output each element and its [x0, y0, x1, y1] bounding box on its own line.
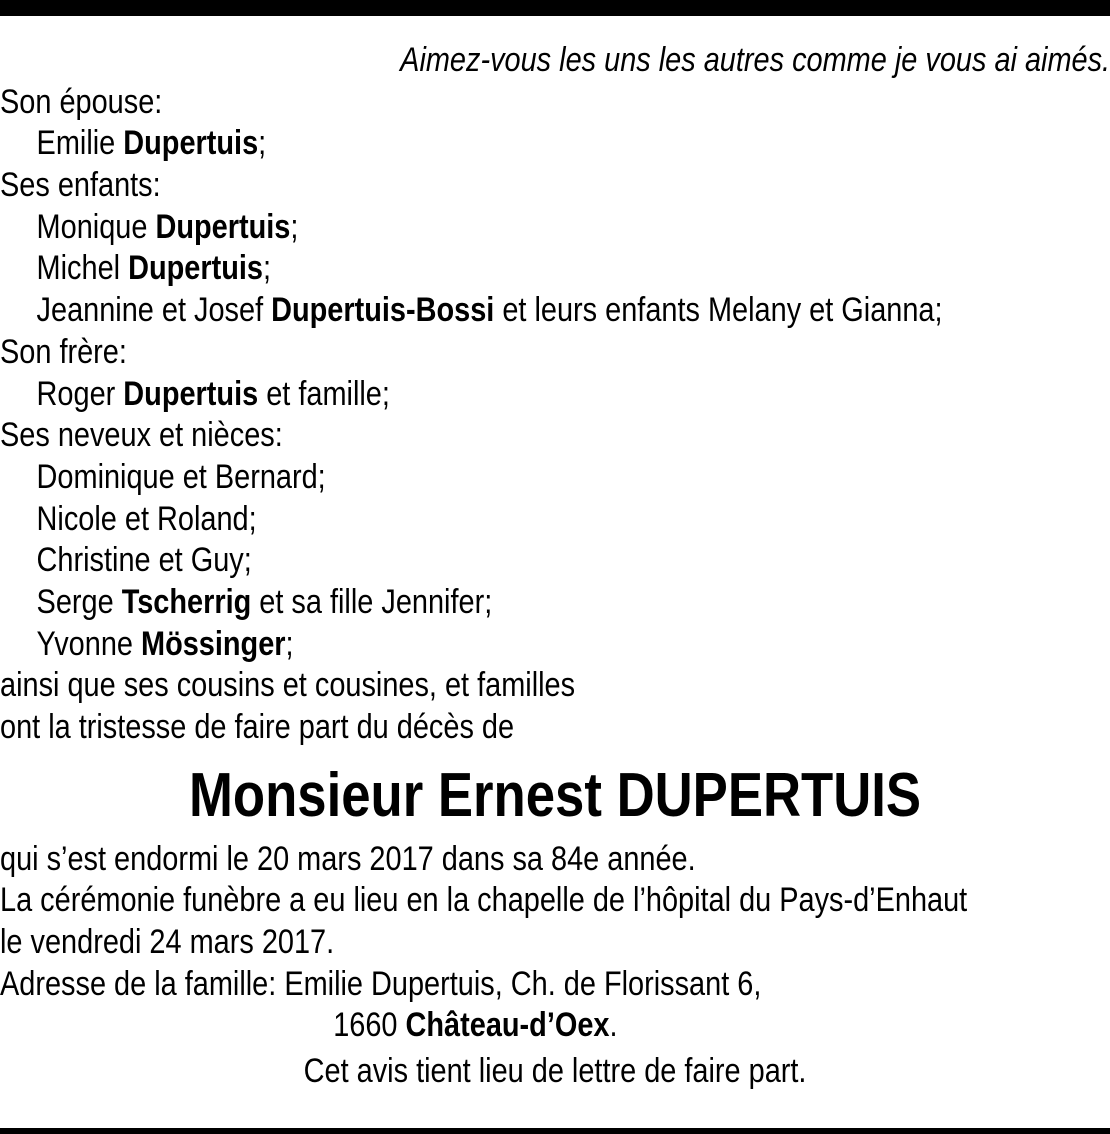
- child-entry: [0, 290, 1110, 332]
- first-name: Michel: [36, 249, 129, 288]
- nephew-entry: [0, 582, 1110, 624]
- first-name: Dominique et Bernard;: [36, 457, 326, 496]
- deceased-name: Monsieur Ernest DUPERTUIS: [189, 760, 922, 830]
- obituary-notice: [0, 40, 1110, 1093]
- family-name: Tscherrig: [121, 582, 252, 621]
- footer-note: Cet avis tient lieu de lettre de faire part.: [303, 1052, 807, 1091]
- child-entry: [0, 207, 1110, 249]
- family-name: Dupertuis: [128, 249, 263, 288]
- first-name: Jeannine et Josef: [36, 291, 272, 330]
- nephew-entry: [0, 624, 1110, 666]
- entry-suffix: et famille;: [258, 374, 390, 413]
- bottom-rule: [0, 1128, 1110, 1134]
- child-entry: [0, 248, 1110, 290]
- family-name: Dupertuis-Bossi: [271, 291, 495, 330]
- detail-line: le vendredi 24 mars 2017.: [0, 923, 335, 962]
- detail-line: qui s’est endormi le 20 mars 2017 dans sa 84e année.: [0, 839, 696, 878]
- first-name: Nicole et Roland;: [36, 499, 257, 538]
- entry-suffix: ;: [258, 124, 267, 163]
- brother-heading: Son frère:: [0, 332, 127, 371]
- nephew-entry: [0, 540, 1110, 582]
- family-name: Mössinger: [141, 624, 286, 663]
- entry-suffix: et sa fille Jennifer;: [251, 582, 493, 621]
- children-heading: Ses enfants:: [0, 166, 161, 205]
- first-name: Monique: [36, 207, 156, 246]
- top-rule: [0, 0, 1110, 16]
- closing-line: ainsi que ses cousins et cousines, et familles: [0, 666, 576, 705]
- entry-suffix: ;: [262, 249, 272, 288]
- detail-line: La cérémonie funèbre a eu lieu en la chapelle de l’hôpital du Pays-d’Enhaut: [0, 881, 968, 920]
- brother-entry: [0, 374, 1110, 416]
- nephew-entry: [0, 457, 1110, 499]
- first-name: Emilie: [36, 124, 124, 163]
- entry-suffix: et leurs enfants Melany et Gianna;: [494, 291, 943, 330]
- spouse-entry: [0, 123, 1110, 165]
- address-end: .: [609, 1006, 618, 1045]
- entry-suffix: ;: [285, 624, 294, 663]
- first-name: Roger: [36, 374, 124, 413]
- first-name: Yvonne: [36, 624, 142, 663]
- postcode: 1660: [333, 1006, 406, 1045]
- family-address: Adresse de la famille: Emilie Dupertuis, Ch. de Florissant 6,: [0, 964, 762, 1003]
- nephew-entry: [0, 499, 1110, 541]
- nephews-heading: Ses neveux et nièces:: [0, 416, 283, 455]
- entry-suffix: ;: [290, 207, 299, 246]
- announcement-line: ont la tristesse de faire part du décès de: [0, 708, 515, 746]
- family-name: Dupertuis: [123, 124, 259, 163]
- family-name: Dupertuis: [155, 207, 291, 246]
- family-address-city: [0, 1005, 1110, 1047]
- city: Château-d’Oex: [405, 1006, 610, 1045]
- family-name: Dupertuis: [123, 374, 259, 413]
- first-name: Serge: [36, 582, 122, 621]
- motto: Aimez-vous les uns les autres comme je vous ai aimés.: [400, 41, 1110, 79]
- spouse-heading: Son épouse:: [0, 82, 163, 121]
- first-name: Christine et Guy;: [36, 541, 252, 580]
